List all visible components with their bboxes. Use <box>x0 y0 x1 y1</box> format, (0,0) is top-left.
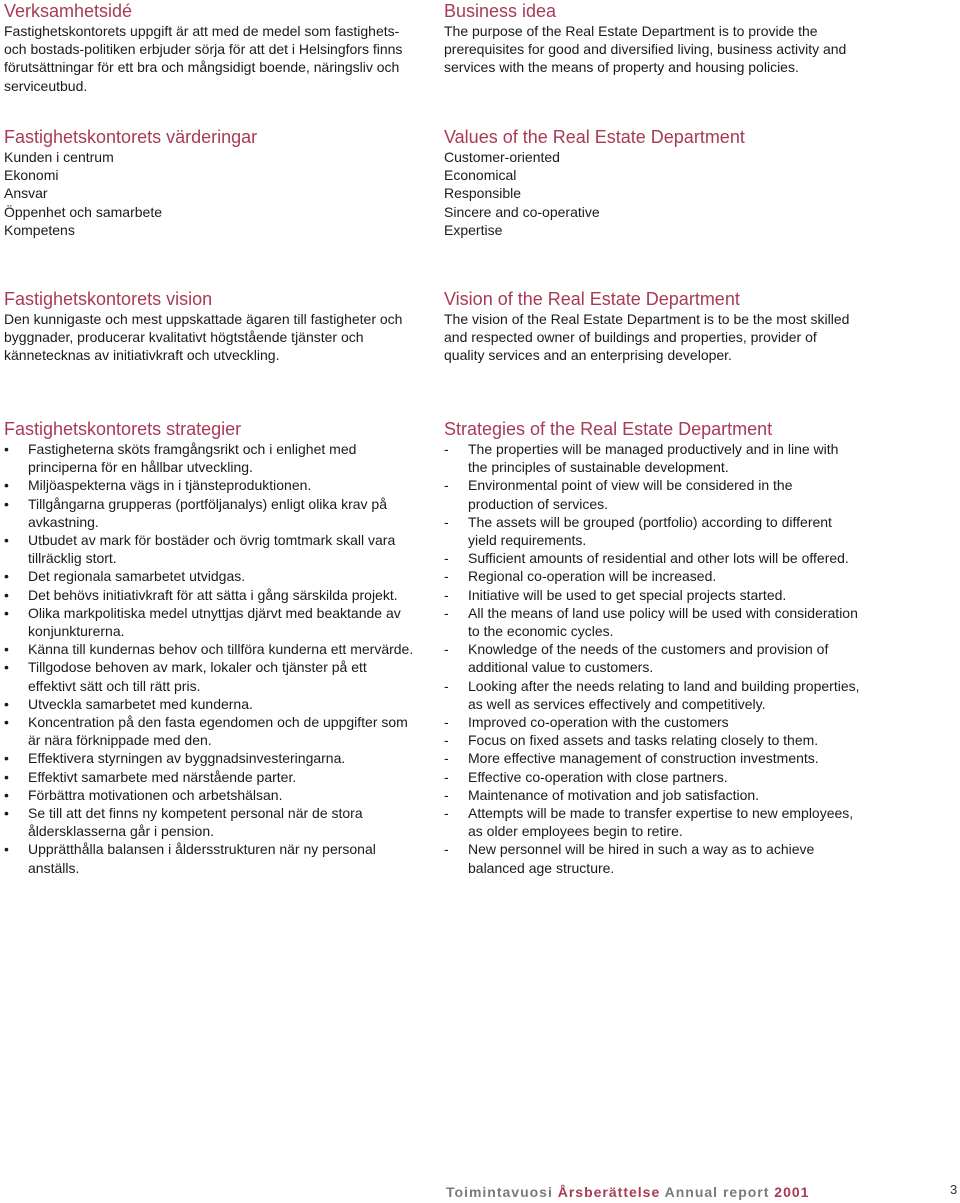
bullet-marker: - <box>444 677 449 694</box>
list-item-text: Responsible <box>444 185 522 202</box>
bullet-marker: • <box>4 441 9 457</box>
bullet-marker: • <box>4 586 9 603</box>
footer-part: Annual report <box>664 1184 770 1200</box>
bullet-marker: • <box>4 750 9 767</box>
bullet-marker: • <box>4 714 9 731</box>
list-item <box>444 586 860 604</box>
page-number: 3 <box>950 1182 958 1197</box>
list-item <box>444 513 860 549</box>
list-item <box>444 166 860 184</box>
list-item <box>444 221 860 239</box>
list-item <box>444 476 860 512</box>
list-item-text: Regional co-operation will be increased. <box>468 568 717 585</box>
bullet-marker: - <box>444 477 449 494</box>
bullet-marker: • <box>4 532 9 549</box>
list-item-text: Ansvar <box>4 185 48 202</box>
list-item <box>4 749 414 767</box>
list-item-text: The properties will be managed productively and in line with the principles of sustainable development. <box>468 441 839 476</box>
bullet-marker: - <box>444 550 449 567</box>
list-item <box>444 840 860 876</box>
list-item <box>4 203 414 221</box>
values-sv <box>4 126 414 239</box>
values-list <box>4 148 414 239</box>
list-item-text: Koncentration på den fasta egendomen och de uppgifter som är nära förknippade med den. <box>28 714 408 749</box>
list-item <box>4 804 414 840</box>
section-text: Fastighetskontorets uppgift är att med de medel som fastighets- och bostads-politiken erbjuder sörja för att det i Helsingfors finns förutsättningar för ett bra och mångsidigt boende, näringsliv och serviceutbud. <box>4 23 403 94</box>
list-item-text: Looking after the needs relating to land and building properties, as well as services effectively and competitively. <box>468 677 860 712</box>
list-item <box>4 658 414 694</box>
list-item-text: Det behövs initiativkraft för att sätta i gång särskilda projekt. <box>28 586 398 603</box>
list-item-text: Focus on fixed assets and tasks relating closely to them. <box>468 732 819 749</box>
list-item <box>4 786 414 804</box>
bullet-marker: - <box>444 441 449 457</box>
list-item <box>444 203 860 221</box>
list-item-text: Improved co-operation with the customers <box>468 714 729 731</box>
bullet-marker: - <box>444 732 449 749</box>
list-item <box>4 476 414 494</box>
bullet-marker: • <box>4 659 9 676</box>
list-item-text: Olika markpolitiska medel utnyttjas djärvt med beaktande av konjunkturerna. <box>28 604 401 640</box>
list-item-text: All the means of land use policy will be used with consideration to the economic cycles. <box>468 604 858 640</box>
list-item-text: Fastigheterna sköts framgångsrikt och i enlighet med principerna för en hållbar utveckling. <box>28 441 357 476</box>
list-item-text: Det regionala samarbetet utvidgas. <box>28 568 246 585</box>
list-item-text: Känna till kundernas behov och tillföra kunderna ett mervärde. <box>28 641 414 658</box>
bullet-marker: - <box>444 805 449 822</box>
list-item-text: Customer-oriented <box>444 149 560 165</box>
section-title: Fastighetskontorets strategier <box>4 419 242 439</box>
list-item <box>4 184 414 202</box>
list-item <box>4 695 414 713</box>
bullet-marker: • <box>4 604 9 621</box>
bullet-marker: • <box>4 568 9 585</box>
list-item <box>444 713 860 731</box>
section-text: The purpose of the Real Estate Department is to provide the prerequisites for good and diversified living, business activity and services with the means of property and housing policies. <box>444 23 847 76</box>
section-title: Business idea <box>444 1 557 21</box>
bullet-marker: - <box>444 513 449 530</box>
strategies-list <box>444 440 860 877</box>
list-item <box>4 495 414 531</box>
list-item-text: Sufficient amounts of residential and other lots will be offered. <box>468 550 849 567</box>
bullet-marker: • <box>4 495 9 512</box>
list-item-text: Utbudet av mark för bostäder och övrig tomtmark skall vara tillräcklig stort. <box>28 532 396 567</box>
footer-part: Årsberättelse <box>557 1184 661 1200</box>
business-idea-en <box>444 0 860 77</box>
footer-part: 2001 <box>774 1184 810 1200</box>
bullet-marker: - <box>444 768 449 785</box>
bullet-marker: - <box>444 841 449 858</box>
list-item <box>444 440 860 476</box>
list-item <box>444 604 860 640</box>
list-item-text: Effektivt samarbete med närstående parter. <box>28 768 297 785</box>
list-item-text: Förbättra motivationen och arbetshälsan. <box>28 786 283 803</box>
list-item-text: Ekonomi <box>4 167 59 184</box>
list-item-text: Sincere and co-operative <box>444 203 600 220</box>
vision-sv <box>4 288 414 365</box>
list-item <box>444 549 860 567</box>
strategies-en <box>444 418 860 877</box>
section-title: Vision of the Real Estate Department <box>444 289 740 309</box>
list-item-text: Miljöaspekterna vägs in i tjänsteproduktionen. <box>28 477 312 494</box>
strategies-sv <box>4 418 414 877</box>
section-title: Strategies of the Real Estate Department <box>444 419 773 439</box>
bullet-marker: • <box>4 768 9 785</box>
list-item <box>4 531 414 567</box>
section-text: The vision of the Real Estate Department is to be the most skilled and respected owner of buildings and properties, provider of quality services and an enterprising developer. <box>444 311 850 364</box>
list-item <box>4 567 414 585</box>
list-item <box>4 604 414 640</box>
vision-en <box>444 288 860 365</box>
list-item <box>4 713 414 749</box>
bullet-marker: • <box>4 786 9 803</box>
bullet-marker: - <box>444 641 449 658</box>
bullet-marker: - <box>444 586 449 603</box>
list-item <box>4 586 414 604</box>
strategies-list <box>4 440 414 877</box>
bullet-marker: • <box>4 695 9 712</box>
list-item-text: Expertise <box>444 221 503 238</box>
list-item-text: Effektivera styrningen av byggnadsinvesteringarna. <box>28 750 346 767</box>
list-item <box>4 440 414 476</box>
bullet-marker: • <box>4 477 9 494</box>
list-item <box>444 731 860 749</box>
business-idea-sv <box>4 0 414 95</box>
list-item-text: Se till att det finns ny kompetent personal när de stora åldersklasserna går i pension. <box>28 805 363 840</box>
list-item-text: New personnel will be hired in such a way as to achieve balanced age structure. <box>468 841 815 876</box>
list-item-text: Öppenhet och samarbete <box>4 203 162 220</box>
list-item <box>444 804 860 840</box>
list-item <box>444 640 860 676</box>
bullet-marker: - <box>444 786 449 803</box>
list-item <box>4 166 414 184</box>
section-title: Verksamhetsidé <box>4 1 133 21</box>
list-item-text: Kompetens <box>4 221 75 238</box>
list-item-text: The assets will be grouped (portfolio) according to different yield requirements. <box>468 513 832 549</box>
list-item-text: Utveckla samarbetet med kunderna. <box>28 695 253 712</box>
bullet-marker: • <box>4 805 9 822</box>
section-text: Den kunnigaste och mest uppskattade ägaren till fastigheter och byggnader, producerar kvalitativt högtstående tjänster och kännetecknas av initiativkraft och utveckling. <box>4 311 403 364</box>
footer-part: Toimintavuosi <box>446 1184 553 1200</box>
list-item-text: Economical <box>444 167 517 184</box>
list-item-text: Kunden i centrum <box>4 149 114 165</box>
list-item-text: More effective management of construction investments. <box>468 750 819 767</box>
list-item <box>4 221 414 239</box>
list-item-text: Effective co-operation with close partners. <box>468 768 728 785</box>
list-item <box>444 677 860 713</box>
list-item-text: Knowledge of the needs of the customers and provision of additional value to customers. <box>468 641 829 676</box>
list-item <box>4 640 414 658</box>
list-item-text: Tillgångarna grupperas (portföljanalys) enligt olika krav på avkastning. <box>28 495 388 530</box>
list-item-text: Tillgodose behoven av mark, lokaler och tjänster på ett effektivt sätt och till rätt pris. <box>28 659 367 694</box>
bullet-marker: • <box>4 841 9 858</box>
values-list <box>444 148 860 239</box>
list-item-text: Maintenance of motivation and job satisfaction. <box>468 786 760 803</box>
list-item-text: Environmental point of view will be considered in the production of services. <box>468 477 793 512</box>
values-en <box>444 126 860 239</box>
bullet-marker: • <box>4 641 9 658</box>
bullet-marker: - <box>444 750 449 767</box>
list-item <box>444 184 860 202</box>
list-item <box>4 148 414 166</box>
list-item <box>444 148 860 166</box>
list-item <box>4 840 414 876</box>
bullet-marker: - <box>444 568 449 585</box>
list-item-text: Upprätthålla balansen i åldersstrukturen när ny personal anställs. <box>28 841 376 876</box>
section-title: Values of the Real Estate Department <box>444 127 745 147</box>
list-item <box>444 786 860 804</box>
list-item <box>444 567 860 585</box>
footer <box>446 1184 809 1200</box>
list-item-text: Attempts will be made to transfer expertise to new employees, as older employees begin to retire. <box>468 805 854 840</box>
bullet-marker: - <box>444 604 449 621</box>
list-item <box>444 768 860 786</box>
list-item <box>444 749 860 767</box>
section-title: Fastighetskontorets värderingar <box>4 127 258 147</box>
bullet-marker: - <box>444 714 449 731</box>
list-item-text: Initiative will be used to get special projects started. <box>468 586 787 603</box>
section-title: Fastighetskontorets vision <box>4 289 213 309</box>
list-item <box>4 768 414 786</box>
